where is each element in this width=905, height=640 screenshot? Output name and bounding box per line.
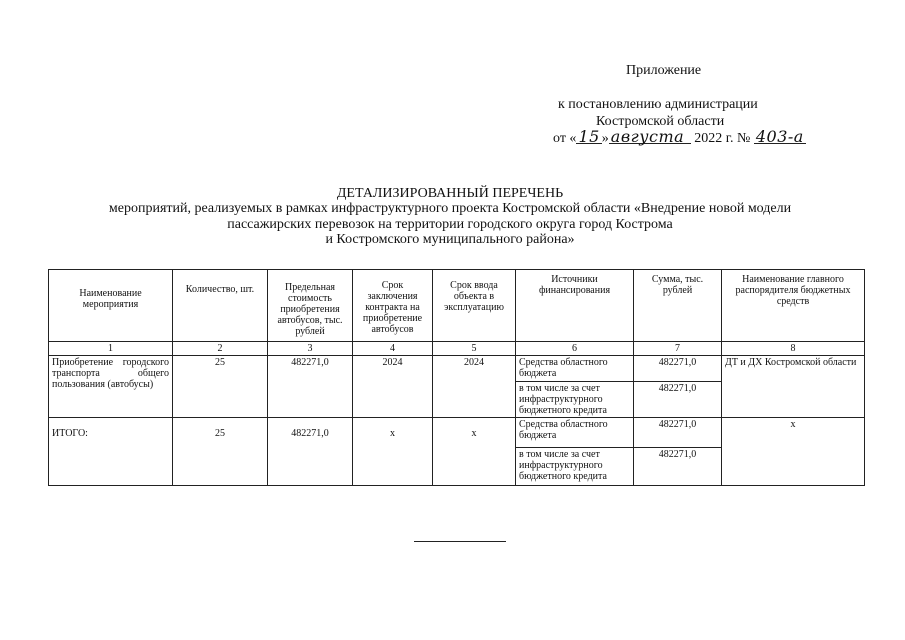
column-number: 5 (433, 342, 516, 356)
budget-manager: х (722, 418, 865, 486)
date-prefix: от « (553, 131, 577, 146)
funding-source: в том числе за счет инфраструктурного бюджетного кредита (516, 382, 634, 418)
column-number: 3 (268, 342, 353, 356)
amount: 482271,0 (634, 382, 722, 418)
header-cell: Срок ввода объекта в эксплуатацию (433, 270, 516, 342)
quantity: 25 (173, 418, 268, 486)
funding-source: Средства областного бюджета (516, 356, 634, 382)
year-text: 2022 г. № (694, 131, 751, 146)
title-line-3: и Костромского муниципального района» (325, 232, 575, 247)
document-title: ДЕТАЛИЗИРОВАННЫЙ ПЕРЕЧЕНЬ (336, 186, 564, 201)
header-cell: Наименование главного распорядителя бюджетных средств (722, 270, 865, 342)
funding-source: в том числе за счет инфраструктурного бюджетного кредита (516, 448, 634, 486)
header-cell: Наименование мероприятия (49, 270, 173, 342)
header-cell: Предельная стоимость приобретения автобусов, тыс. рублей (268, 270, 353, 342)
handwritten-month: августа (609, 130, 691, 144)
column-number: 6 (516, 342, 634, 356)
funding-source: Средства областного бюджета (516, 418, 634, 448)
total-label: ИТОГО: (49, 418, 173, 486)
contract-term: х (353, 418, 433, 486)
commission-term: х (433, 418, 516, 486)
header-cell: Источники финансирования (516, 270, 634, 342)
handwritten-day: 15 (578, 127, 600, 146)
max-cost: 482271,0 (268, 418, 353, 486)
column-number: 4 (353, 342, 433, 356)
measures-table (48, 269, 865, 486)
header-cell: Количество, шт. (173, 270, 268, 342)
column-number-row (49, 342, 865, 356)
resolution-line: к постановлению администрации (558, 97, 758, 112)
measure-name: Приобретение городского транспорта общего пользования (автобусы) (49, 356, 173, 418)
header-cell: Срок заключения контракта на приобретение автобусов (353, 270, 433, 342)
amount: 482271,0 (634, 448, 722, 486)
contract-term: 2024 (353, 356, 433, 418)
handwritten-number: 403-а (755, 127, 804, 146)
column-number: 8 (722, 342, 865, 356)
title-line-1: мероприятий, реализуемых в рамках инфраструктурного проекта Костромской области «Внедрение новой модели (108, 201, 792, 216)
column-number: 7 (634, 342, 722, 356)
budget-manager: ДТ и ДХ Костромской области (722, 356, 865, 418)
appendix-label: Приложение (626, 63, 702, 78)
table-row (49, 356, 865, 382)
title-line-2: пассажирских перевозок на территории городского округа город Кострома (227, 217, 673, 232)
column-number: 1 (49, 342, 173, 356)
header-cell: Сумма, тыс. рублей (634, 270, 722, 342)
region-line: Костромской области (596, 114, 725, 129)
column-number: 2 (173, 342, 268, 356)
table-row (49, 418, 865, 448)
commission-term: 2024 (433, 356, 516, 418)
quantity: 25 (173, 356, 268, 418)
date-number-line (553, 127, 806, 147)
max-cost: 482271,0 (268, 356, 353, 418)
date-mid: » (601, 131, 609, 146)
amount: 482271,0 (634, 418, 722, 448)
closing-divider (414, 541, 506, 542)
table-header-row (49, 270, 865, 342)
amount: 482271,0 (634, 356, 722, 382)
